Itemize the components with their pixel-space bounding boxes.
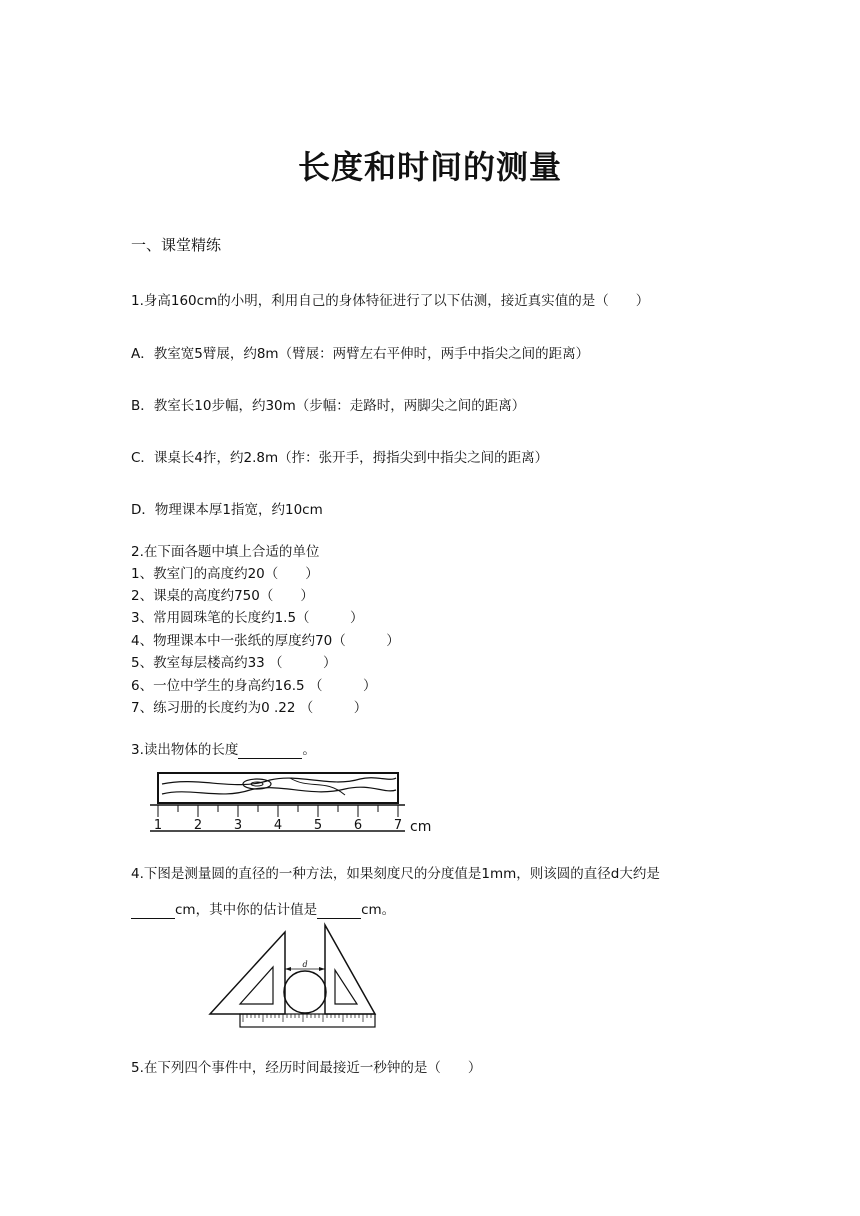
ruler-tick-label: 3 xyxy=(233,818,243,833)
q2-item: 7、练习册的长度约为0 .22 （ ） xyxy=(131,700,368,716)
q4-diameter-blank[interactable] xyxy=(131,902,175,919)
q4-text-end: cm。 xyxy=(361,902,396,918)
ruler-tick-label: 6 xyxy=(353,818,363,833)
q4-line1: 4.下图是测量圆的直径的一种方法，如果刻度尺的分度值是1mm，则该圆的直径d大约是 xyxy=(131,866,660,882)
page-title: 长度和时间的测量 xyxy=(297,148,562,186)
ruler-tick-label: 2 xyxy=(193,818,203,833)
q2-stem: 2.在下面各题中填上合适的单位 xyxy=(131,544,320,560)
q2-item: 2、课桌的高度约750（ ） xyxy=(131,588,314,604)
q2-item: 1、教室门的高度约20（ ） xyxy=(131,566,319,582)
q3-answer-blank[interactable] xyxy=(238,742,302,759)
ruler-tick-label: 5 xyxy=(313,818,323,833)
q1-option-d: D．物理课本厚1指宽，约10cm xyxy=(131,502,323,518)
q1-option-b: B．教室长10步幅，约30m（步幅：走路时，两脚尖之间的距离） xyxy=(131,398,526,414)
q4-line2 xyxy=(131,898,395,919)
q1-stem: 1.身高160cm的小明，利用自己的身体特征进行了以下估测，接近真实值的是（ ） xyxy=(131,293,650,309)
ruler-tick-label: 1 xyxy=(153,818,163,833)
ruler-tick-label: 7 xyxy=(393,818,403,833)
section-heading: 一、课堂精练 xyxy=(131,236,222,254)
diameter-diagram xyxy=(205,922,390,1032)
q2-item: 5、教室每层楼高约33 （ ） xyxy=(131,655,337,671)
q4-text-mid: cm，其中你的估计值是 xyxy=(175,902,318,918)
q4-estimate-blank[interactable] xyxy=(317,902,361,919)
q2-item: 6、一位中学生的身高约16.5 （ ） xyxy=(131,678,377,694)
q1-option-a: A．教室宽5臂展，约8m（臂展：两臂左右平伸时，两手中指尖之间的距离） xyxy=(131,346,590,362)
q3-stem-end: 。 xyxy=(302,742,316,758)
q3-stem xyxy=(131,738,316,759)
q3-stem-text: 3.读出物体的长度 xyxy=(131,742,239,758)
ruler-diagram xyxy=(140,770,450,840)
q5-stem: 5.在下列四个事件中，经历时间最接近一秒钟的是（ ） xyxy=(131,1060,482,1076)
q2-item: 4、物理课本中一张纸的厚度约70（ ） xyxy=(131,633,400,649)
diameter-label: d xyxy=(302,960,308,969)
q2-item: 3、常用圆珠笔的长度约1.5（ ） xyxy=(131,610,364,626)
q1-option-c: C．课桌长4拃，约2.8m（拃：张开手，拇指尖到中指尖之间的距离） xyxy=(131,450,549,466)
ruler-tick-label: 4 xyxy=(273,818,283,833)
ruler-unit: cm xyxy=(410,819,432,835)
